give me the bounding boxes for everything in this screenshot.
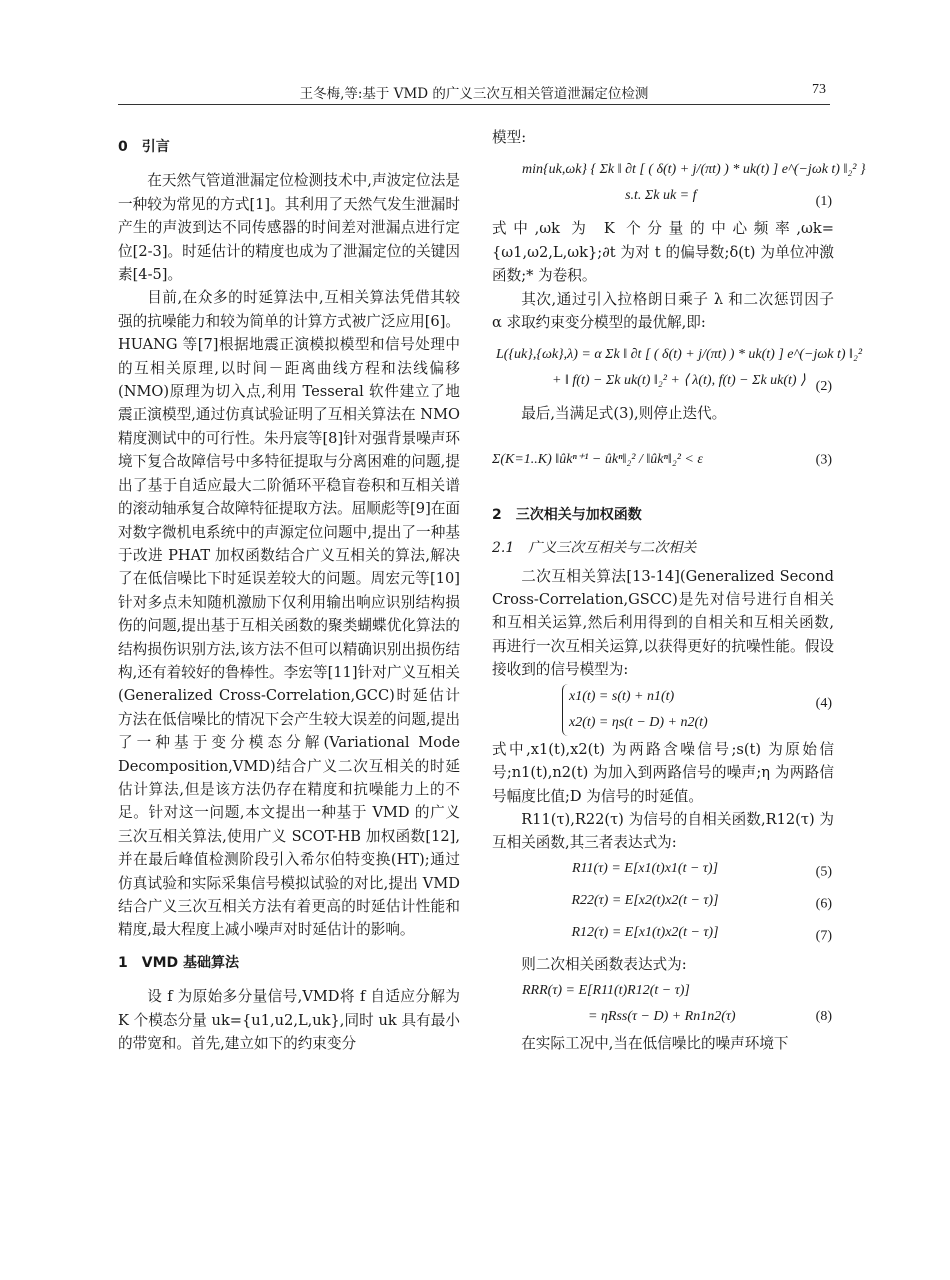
equation-3-body: Σ(K=1..K) ‖ûkⁿ⁺¹ − ûkⁿ‖₂² / ‖ûkⁿ‖₂² < ε: [492, 451, 703, 467]
equation-number-4: (4): [815, 695, 832, 711]
equation-4: [492, 684, 834, 736]
intro-paragraph-2: 目前,在众多的时延算法中,互相关算法凭借其较强的抗噪能力和较为简单的计算方式被广泛应用[6]。HUANG 等[7]根据地震正演模拟模型和信号处理中的互相关原理,以时间－距离曲线方程和法线偏移(NMO)原理为切入点,利用 Tesseral 软件建立了地震正演模型,通过仿真试验证明了互相关算法在 NMO 精度测试中的可行性。朱丹宸等[8]针对强背景噪声环境下复合故障信号中多特征提取与分离困难的问题,提出了基于自适应最大二阶循环平稳盲卷积和互相关谱的滚动轴承复合故障特征提取方法。屈顺彪等[9]在面对数字微机电系统中的声源定位问题中,提出了一种基于改进 PHAT 加权函数结合广义互相关的算法,解决了在低信噪比下时延误差较大的问题。周宏元等[10]针对多点未知随机激励下仅利用输出响应识别结构损伤的问题,提出基于互相关函数的聚类蝴蝶优化算法的结构损伤识别方法,该方法不但可以精确识别出损伤结构,还有着较好的鲁棒性。李宏等[11]针对广义互相关(Generalized Cross-Correlation,GCC)时延估计方法在低信噪比的情况下会产生较大误差的问题,提出了一种基于变分模态分解(Variational Mode Decomposition,VMD)结合广义二次互相关的时延估计算法,但是该方法仍存在精度和抗噪能力上的不足。针对这一问题,本文提出一种基于 VMD 的广义三次互相关算法,使用广义 SCOT-HB 加权函数[12],并在最后峰值检测阶段引入希尔伯特变换(HT);通过仿真试验和实际采集信号模拟试验的对比,提出 VMD 结合广义三次互相关方法有着更高的时延估计性能和精度,最大程度上减小噪声对时延估计的影响。: [118, 289, 460, 939]
equation-number-8: (8): [815, 1008, 832, 1024]
equation-6: [492, 889, 834, 919]
running-title: 王冬梅,等:基于 VMD 的广义三次互相关管道泄漏定位检测: [299, 86, 649, 102]
gscc-paragraph: 二次互相关算法[13-14](Generalized Second Cross-Correlation,GSCC)是先对信号进行自相关和互相关运算,然后利用得到的自相关和互相关函数,再进行一次互相关运算,以获得更好的抗噪性能。假设接收到的信号模型为:: [492, 567, 834, 679]
equation-4-line-2: x2(t) = ηs(t − D) + n2(t): [569, 714, 708, 730]
equation-1-line-1: min{uk,ωk} { Σk ‖ ∂t [ ( δ(t) + j/(πt) ) * uk(t) ] e^(−jωk t) ‖₂² }: [522, 162, 866, 178]
equation-2: [492, 336, 863, 400]
intro-paragraph-1: 在天然气管道泄漏定位检测技术中,声波定位法是一种较为常见的方式[1]。其利用了天然气发生泄漏时产生的声波到达不同传感器的时间差对泄漏点进行定位[2-3]。时延估计的精度也成为了泄漏定位的关键因素[4-5]。: [118, 172, 460, 284]
equation-5-body: R11(τ) = E[x1(t)x1(t − τ)]: [571, 860, 719, 876]
equation-1: [492, 151, 866, 215]
right-column: [492, 126, 866, 1056]
section-heading-introduction: 0 引言: [118, 139, 170, 155]
equation-3: [492, 428, 834, 492]
equation-8: [492, 978, 834, 1030]
correlation-functions-paragraph: R11(τ),R22(τ) 为信号的自相关函数,R12(τ) 为互相关函数,其三者表达式为:: [492, 810, 834, 852]
equation-8-line-1: RRR(τ) = E[R11(t)R12(t − τ)]: [522, 983, 690, 999]
section-heading-vmd: 1 VMD 基础算法: [118, 954, 240, 971]
equation-4-explanation: 式中,x1(t),x2(t) 为两路含噪信号;s(t) 为原始信号;n1(t),n2(t) 为加入到两路信号的噪声;η 为两路信号幅度比值;D 为信号的时延值。: [492, 740, 834, 805]
equation-number-5: (5): [815, 864, 832, 880]
equation-number-3: (3): [815, 452, 832, 468]
equation-7: [492, 921, 834, 951]
equation-number-6: (6): [815, 896, 832, 912]
equation-number-7: (7): [815, 928, 832, 944]
stop-condition-paragraph: 最后,当满足式(3),则停止迭代。: [521, 405, 727, 423]
equation-2-line-2: + ‖ f(t) − Σk uk(t) ‖₂² + ⟨ λ(t), f(t) − Σk uk(t) ⟩: [552, 373, 806, 389]
running-header: [118, 78, 830, 105]
equation-number-1: (1): [815, 194, 832, 209]
equation-4-line-1: x1(t) = s(t) + n1(t): [569, 688, 675, 704]
equation-1-line-2: s.t. Σk uk = f: [625, 188, 697, 204]
equation-5: [492, 857, 834, 887]
equation-2-line-1: L({uk},{ωk},λ) = α Σk ‖ ∂t [ ( δ(t) + j/(πt) ) * uk(t) ] e^(−jωk t) ‖₂²: [496, 347, 863, 363]
equation-6-body: R22(τ) = E[x2(t)x2(t − τ)]: [571, 892, 719, 908]
vmd-paragraph: 设 f 为原始多分量信号,VMD将 f 自适应分解为 K 个模态分量 uk={u1,u2,L,uk},同时 uk 具有最小的带宽和。首先,建立如下的约束变分: [118, 988, 460, 1053]
second-correlation-paragraph: 则二次相关函数表达式为:: [521, 955, 687, 973]
model-label: 模型:: [492, 129, 527, 146]
section-heading-cubic-correlation: 2 三次相关与加权函数: [492, 506, 642, 523]
subsection-heading-2-1: 2.1 广义三次互相关与二次相关: [492, 540, 697, 557]
equation-number-2: (2): [815, 379, 832, 395]
lagrange-paragraph: 其次,通过引入拉格朗日乘子 λ 和二次惩罚因子 α 求取约束变分模型的最优解,即:: [492, 290, 834, 332]
page-number: 73: [812, 82, 826, 97]
equation-1-explanation: 式中,ωk 为 K 个分量的中心频率,ωk={ω1,ω2,L,ωk};∂t 为对 t 的偏导数;δ(t) 为单位冲激函数;* 为卷积。: [492, 220, 834, 285]
last-paragraph: 在实际工况中,当在低信噪比的噪声环境下: [521, 1035, 789, 1053]
equation-4-brace: [562, 684, 708, 736]
equation-8-line-2: = ηRss(τ − D) + Rn1n2(τ): [588, 1009, 736, 1025]
equation-7-body: R12(τ) = E[x1(t)x2(t − τ)]: [571, 924, 719, 940]
left-column: [118, 126, 460, 1055]
